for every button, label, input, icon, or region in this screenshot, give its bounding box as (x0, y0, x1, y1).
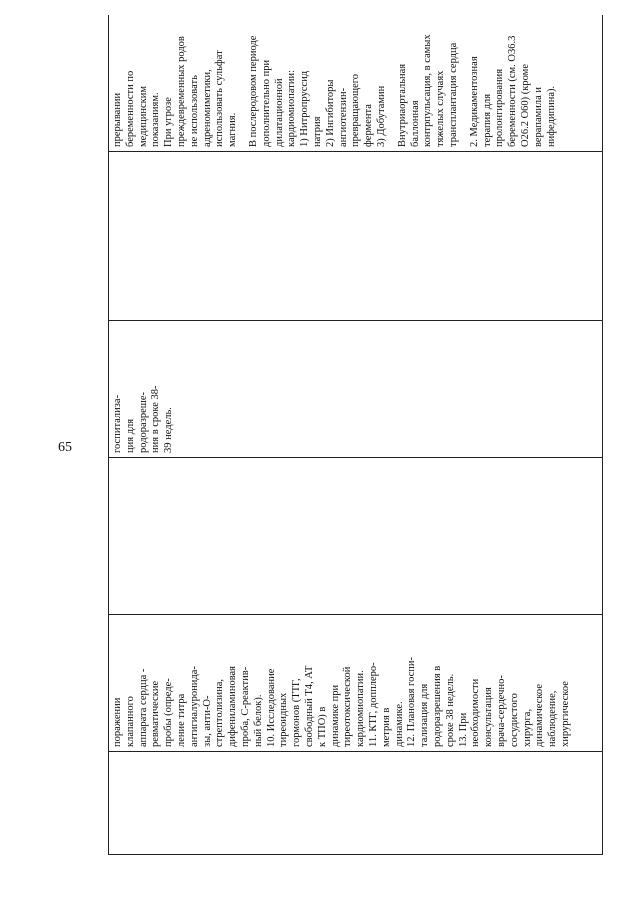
text-line: показаниям. (150, 92, 162, 147)
text-line: к ТПО) в (316, 706, 328, 747)
table-cell-empty-3 (109, 458, 603, 615)
text-line: пробы (опреде- (163, 678, 175, 747)
text-line: динамике при (329, 684, 341, 747)
hospitalization-cell (109, 321, 603, 458)
text-line: сосудистого (508, 693, 520, 747)
text-line: верапамила и (532, 86, 544, 147)
text-line: клапанного (124, 696, 136, 747)
text-line: трансплантация сердца (447, 42, 459, 147)
text-line: терапия для (481, 93, 493, 147)
text-line: не использовать (188, 75, 200, 147)
text-line: дилатационной (273, 78, 285, 147)
text-line: стрептолизина, (214, 679, 226, 747)
text-line: тяжелых случаях (435, 70, 447, 147)
text-line: 2) Ингибиторы (324, 79, 336, 147)
text-line: беременности по (124, 70, 136, 147)
text-line: дифениламиновая (227, 665, 239, 747)
text-line: родоразрешения в (431, 665, 443, 747)
text-line: зы, анти-О- (201, 695, 213, 747)
text-line: 10. Исследование (265, 668, 277, 747)
text-line: кардиомиопатии: (286, 70, 298, 147)
text-line: 11. КТГ, допплеро- (367, 662, 379, 747)
text-line: натрия (311, 116, 323, 147)
diagnostics-cell (109, 615, 603, 752)
treatment-text (112, 15, 558, 147)
text-line: хирурга, (521, 708, 533, 747)
text-line: превращающего (350, 73, 362, 147)
text-line: Внутриаортальная (396, 63, 408, 147)
text-line: тиреоидных (278, 692, 290, 747)
text-line: 12. Плановая госпи- (406, 657, 418, 747)
text-line: В послеродовом периоде (247, 35, 259, 147)
text-line: кардиомиопатии. (355, 670, 367, 747)
text-line: пролонгирования (494, 68, 506, 147)
text-line: беременности (см. О36.3 (507, 35, 519, 147)
text-line: ния в сроке 38- (150, 385, 162, 453)
text-line: проба, С-реактив- (239, 666, 251, 747)
table-cell-empty-5 (109, 152, 603, 321)
text-line: 3) Добутамин (375, 85, 387, 147)
diagnostics-text (112, 619, 573, 747)
text-line: фермента (363, 104, 375, 147)
text-line: ангиотензин- (337, 87, 349, 147)
text-line: ление титра (175, 693, 187, 747)
text-line: нифедипина). (545, 85, 557, 147)
rotated-page (108, 15, 603, 855)
text-line: врача-сердечно- (495, 675, 507, 747)
text-line: аппарата сердца - (137, 668, 149, 747)
text-line: использовать сульфат (214, 50, 226, 147)
text-line: баллонная (409, 100, 421, 147)
text-line: При угрозе (163, 97, 175, 147)
text-line: адреномиметики, (201, 69, 213, 147)
text-line: тализация для (419, 683, 431, 747)
text-line: гормонов (ТТГ, (291, 678, 303, 747)
text-line: сроке 38 недель. (444, 673, 456, 747)
text-line: родоразреше- (137, 391, 149, 453)
text-line: тиреотоксической (342, 666, 354, 747)
treatment-cell (109, 15, 603, 152)
text-line: необходимости (470, 678, 482, 747)
text-line: свободный Т4, АТ (303, 665, 315, 747)
text-line: 39 недель. (163, 407, 175, 453)
text-line: хирургическое (559, 681, 571, 747)
text-line: наблюдение, (547, 690, 559, 747)
table-row (109, 15, 603, 855)
page-number: 65 (58, 440, 72, 455)
text-line: контрпульсация, в самых (422, 34, 434, 147)
text-line: медицинским (137, 85, 149, 147)
text-line: метрия в (380, 707, 392, 747)
text-line: ция для (124, 418, 136, 453)
text-line: прерывании (112, 92, 123, 147)
text-line: динамике. (393, 701, 405, 747)
text-line: ный белок). (252, 694, 264, 747)
text-line: антигиалуронида- (188, 666, 200, 747)
text-line: ревматические (150, 680, 162, 747)
table-cell-empty-1 (109, 752, 603, 855)
text-line: 1) Нитропруссид (299, 70, 311, 147)
text-line: консультация (483, 687, 495, 747)
text-line: О26.2 О60) (кроме (519, 64, 531, 147)
text-line: магния. (227, 112, 239, 147)
text-line: преждевременных родов (175, 36, 187, 147)
hospitalization-text (112, 325, 176, 453)
text-line: 2. Медикаментозная (468, 56, 480, 147)
text-line: поражении (112, 697, 123, 747)
text-line: госпитализа- (112, 394, 123, 453)
text-line: 13. При (457, 712, 469, 747)
clinical-table (108, 15, 603, 855)
text-line: дополнительно при (260, 59, 272, 147)
text-line: динамическое (534, 684, 546, 747)
